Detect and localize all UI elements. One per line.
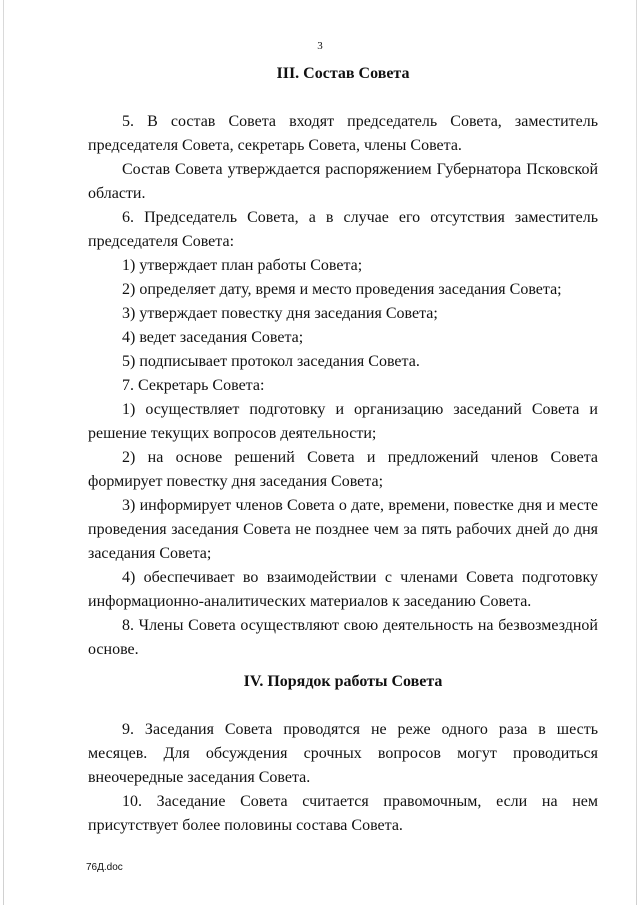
paragraph: 5. В состав Совета входят председатель Совета, заместитель председателя Совета, секретарь Совета, члены Совета. (88, 113, 598, 154)
scan-edge-right (636, 0, 637, 905)
page-number: 3 (317, 40, 323, 52)
paragraph: 6. Председатель Совета, а в случае его отсутствия заместитель председателя Совета: (88, 209, 598, 250)
scan-edge-left (3, 0, 4, 905)
paragraph: 3) утверждает повестку дня заседания Совета; (122, 305, 438, 322)
section-3-heading: III. Состав Совета (276, 65, 410, 82)
paragraph: Состав Совета утверждается распоряжением Губернатора Псковской области. (88, 161, 598, 202)
paragraph: 8. Члены Совета осуществляют свою деятельность на безвозмездной основе. (88, 617, 598, 658)
paragraph: 9. Заседания Совета проводятся не реже одного раза в шесть месяцев. Для обсуждения срочных вопросов могут проводиться внеочередные заседания Совета. (88, 721, 598, 786)
paragraph: 4) ведет заседания Совета; (122, 329, 304, 346)
section-4-heading: IV. Порядок работы Совета (243, 673, 443, 690)
paragraph: 1) утверждает план работы Совета; (122, 257, 363, 274)
paragraph: 1) осуществляет подготовку и организацию заседаний Совета и решение текущих вопросов деятельности; (88, 401, 598, 442)
paragraph: 4) обеспечивает во взаимодействии с членами Совета подготовку информационно-аналитических материалов к заседанию Совета. (88, 569, 598, 610)
paragraph: 2) на основе решений Совета и предложений членов Совета формирует повестку дня заседания Совета; (88, 449, 598, 490)
section-3-body (88, 110, 598, 662)
section-4-body (88, 718, 598, 838)
footer-filename: 76Д.doc (86, 862, 123, 873)
paragraph: 7. Секретарь Совета: (122, 377, 265, 394)
paragraph: 3) информирует членов Совета о дате, времени, повестке дня и месте проведения заседания Совета не позднее чем за пять рабочих дней до дня заседания Совета; (88, 497, 598, 562)
paragraph: 10. Заседание Совета считается правомочным, если на нем присутствует более половины состава Совета. (88, 793, 598, 834)
paragraph: 5) подписывает протокол заседания Совета. (122, 353, 420, 370)
paragraph: 2) определяет дату, время и место проведения заседания Совета; (122, 281, 562, 298)
